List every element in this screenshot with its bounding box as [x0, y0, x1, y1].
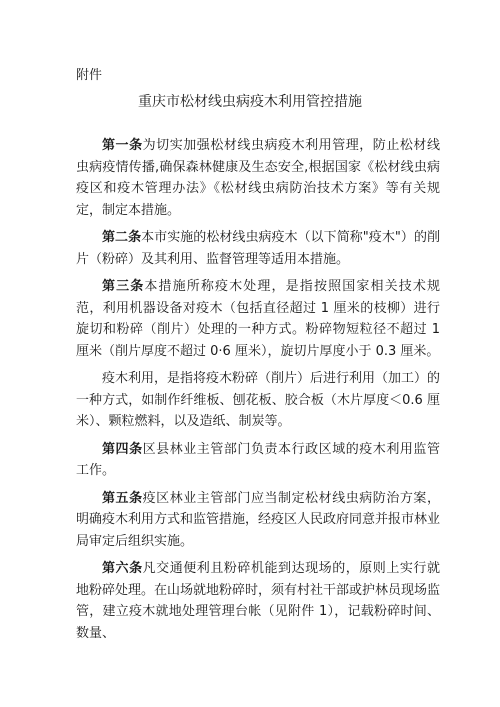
article-1-label: 第一条: [102, 138, 143, 153]
article-5-text: 疫区林业主管部门应当制定松材线虫病防治方案，明确疫木利用方式和监管措施，经疫区人民政府同意并报市林业局审定后组织实施。: [76, 490, 441, 549]
article-3: [76, 276, 440, 362]
article-6: [76, 558, 440, 644]
article-1: [76, 135, 440, 221]
article-1-text: 为切实加强松材线虫病疫木利用管理，防止松材线虫病疫情传播,确保森林健康及生态安全,根据国家《松材线虫病疫区和疫木管理办法》《松材线虫病防治技术方案》等有关规定，制定本措施。: [76, 138, 440, 218]
document-body: [76, 135, 440, 650]
article-3-label: 第三条: [102, 279, 145, 294]
article-2: [76, 227, 440, 270]
article-4-label: 第四条: [102, 441, 143, 457]
article-5: [76, 488, 440, 553]
article-5-label: 第五条: [102, 490, 143, 506]
article-4: [76, 439, 440, 482]
article-3-continuation-text: 疫木利用，是指将疫木粉碎（削片）后进行利用（加工）的一种方式，如制作纤维板、刨花板、胶合板（木片厚度＜0.6 厘米）、颗粒燃料，以及造纸、制炭等。: [76, 371, 441, 429]
article-3-text: 本措施所称疫木处理，是指按照国家相关技术规范，利用机器设备对疫木（包括直径超过 1 厘米的枝柳）进行旋切和粉碎（削片）处理的一种方式。粉碎物短粒径不超过 1 厘米（削片厚度不超过 0·6 厘米），旋切片厚度小于 0.3 厘米。: [76, 279, 440, 359]
article-2-label: 第二条: [102, 230, 142, 245]
document-title: 重庆市松材线虫病疫木利用管控措施: [138, 94, 362, 110]
article-2-text: 本市实施的松材线虫病疫木（以下简称"疫木"）的削片（粉碎）及其利用、监督管理等适用本措施。: [76, 230, 440, 267]
article-4-text: 区县林业主管部门负责本行政区域的疫木利用监管工作。: [76, 441, 440, 478]
article-3-continuation: [76, 368, 440, 433]
attachment-label: 附件: [76, 68, 103, 83]
article-6-label: 第六条: [102, 561, 143, 576]
article-6-text: 凡交通便利且粉碎机能到达现场的，原则上实行就地粉碎处理。在山场就地粉碎时，须有村社干部或护林员现场监管，建立疫木就地处理管理台帐（见附件 1），记载粉碎时间、数量、: [76, 561, 441, 641]
